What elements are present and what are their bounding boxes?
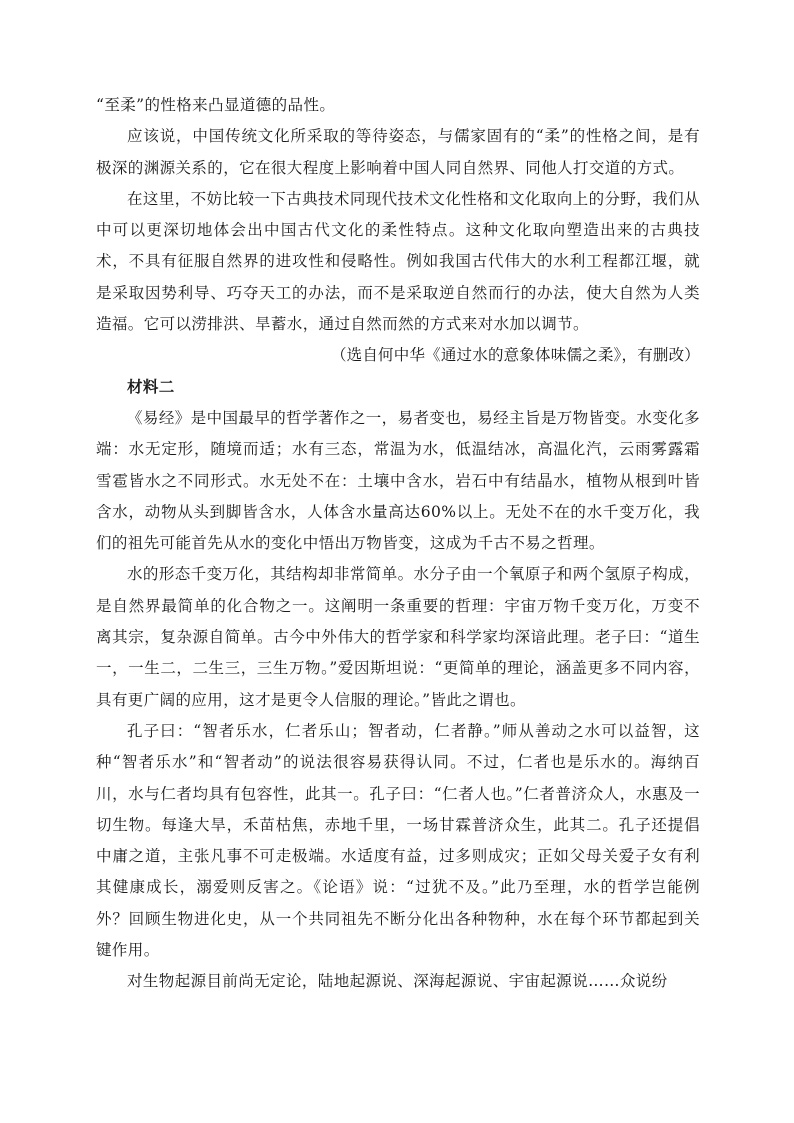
paragraph-continuation: “至柔”的性格来凸显道德的品性。 — [96, 96, 336, 114]
paragraph: 《易经》是中国最早的哲学著作之一，易者变也，易经主旨是万物皆变。水变化多端：水无定形，随境而适；水有三态，常温为水，低温结冰，高温化汽，云雨雾露霜雪雹皆水之不同形式。水无处不在：土壤中含水，岩石中有结晶水，植物从根到叶皆含水，动物从头到脚皆含水，人体含水量高达60%以上。无处不在的水千变万化，我们的祖先可能首先从水的变化中悟出万物皆变，这成为千古不易之哲理。 — [96, 408, 700, 553]
paragraph: 水的形态千变万化，其结构却非常简单。水分子由一个氧原子和两个氢原子构成，是自然界最简单的化合物之一。这阐明一条重要的哲理：宇宙万物千变万化，万变不离其宗，复杂源自简单。古今中外伟大的哲学家和科学家均深谙此理。老子曰：“道生一，一生二，二生三，三生万物。”爱因斯坦说：“更简单的理论，涵盖更多不同内容，具有更广阔的应用，这才是更令人信服的理论。”皆此之谓也。 — [96, 565, 700, 709]
paragraph: 在这里，不妨比较一下古典技术同现代技术文化性格和文化取向上的分野，我们从中可以更深切地体会出中国古代文化的柔性特点。这种文化取向塑造出来的古典技术，不具有征服自然界的进攻性和侵略性。例如我国古代伟大的水利工程都江堰，就是采取因势利导、巧夺天工的办法，而不是采取逆自然而行的办法，使大自然为人类造福。它可以涝排洪、旱蓄水，通过自然而然的方式来对水加以调节。 — [96, 189, 700, 334]
paragraph: 对生物起源目前尚无定论，陆地起源说、深海起源说、宇宙起源说……众说纷 — [127, 972, 668, 991]
section-heading: 材料二 — [127, 377, 175, 396]
article-body — [96, 90, 700, 998]
source-citation: （选自何中华《通过水的意象体味儒之柔》，有删改） — [330, 346, 700, 365]
paragraph: 应该说，中国传统文化所采取的等待姿态，与儒家固有的“柔”的性格之间，是有极深的渊源关系的，它在很大程度上影响着中国人同自然界、同他人打交道的方式。 — [96, 127, 700, 177]
paragraph: 孔子曰：“智者乐水，仁者乐山；智者动，仁者静。”师从善动之水可以益智，这种“智者乐水”和“智者动”的说法很容易获得认同。不过，仁者也是乐水的。海纳百川，水与仁者均具有包容性，此其一。孔子曰：“仁者人也。”仁者普济众人，水惠及一切生物。每逢大旱，禾苗枯焦，赤地千里，一场甘霖普济众生，此其二。孔子还提倡中庸之道，主张凡事不可走极端。水适度有益，过多则成灾；正如父母关爱子女有利其健康成长，溺爱则反害之。《论语》说：“过犹不及。”此乃至理，水的哲学岂能例外？回顾生物进化史，从一个共同祖先不断分化出各种物种，水在每个环节都起到关键作用。 — [96, 721, 700, 960]
